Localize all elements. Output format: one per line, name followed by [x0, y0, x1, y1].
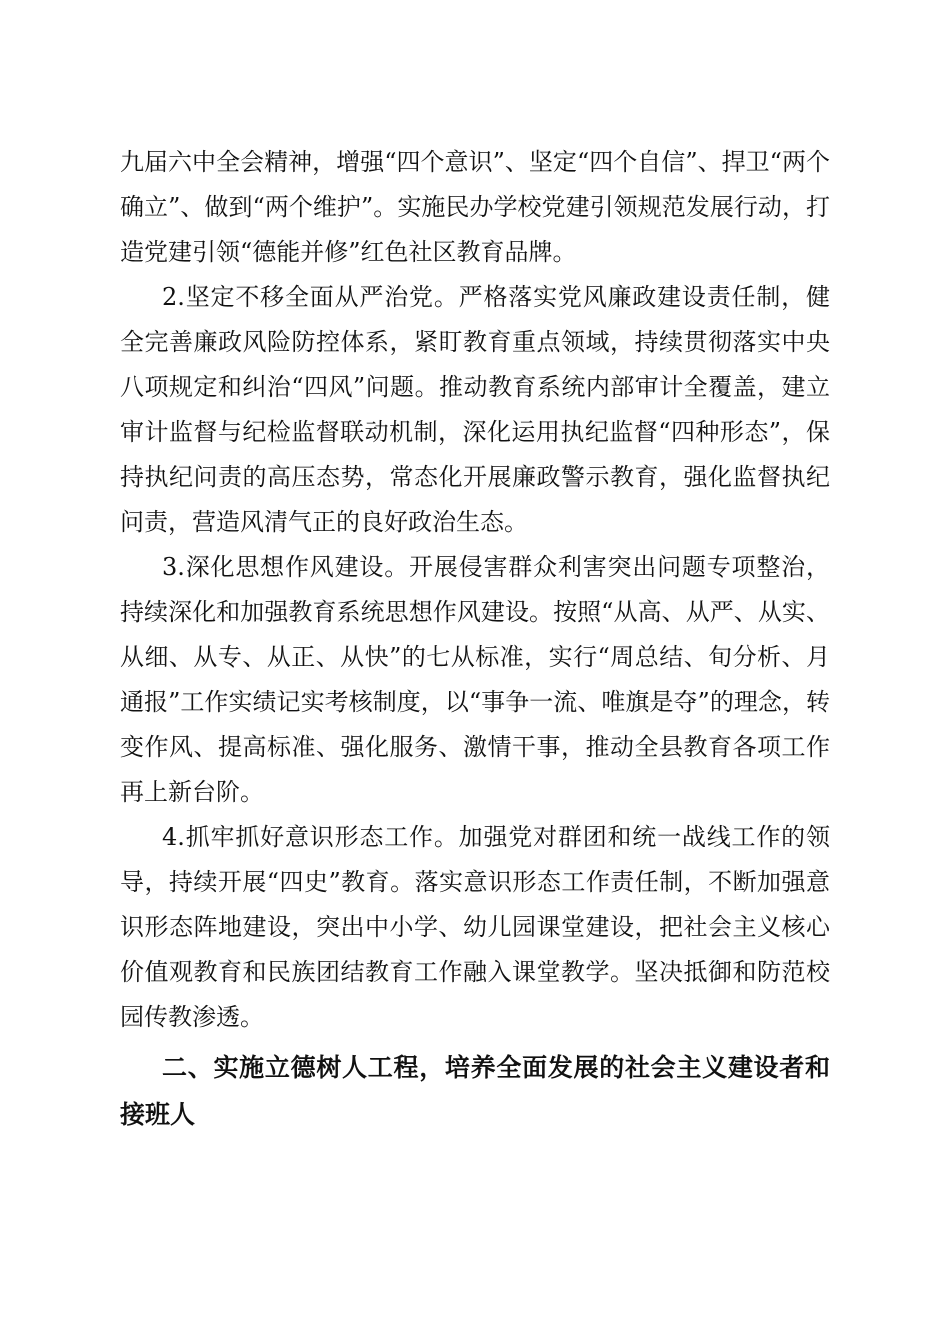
section-heading: 二、实施立德树人工程，培养全面发展的社会主义建设者和接班人	[120, 1053, 830, 1129]
paragraph-item-2: 2.坚定不移全面从严治党。严格落实党风廉政建设责任制，健全完善廉政风险防控体系，紧盯教育重点领域，持续贯彻落实中央八项规定和纠治“四风”问题。推动教育系统内部审计全覆盖，建立审计监督与纪检监督联动机制，深化运用执纪监督“四种形态”，保持执纪问责的高压态势，常态化开展廉政警示教育，强化监督执纪问责，营造风清气正的良好政治生态。	[120, 283, 830, 536]
document-body	[120, 140, 830, 1138]
paragraph-continuation: 九届六中全会精神，增强“四个意识”、坚定“四个自信”、捍卫“两个确立”、做到“两个维护”。实施民办学校党建引领规范发展行动，打造党建引领“德能并修”红色社区教育品牌。	[120, 148, 830, 266]
paragraph-item-3: 3.深化思想作风建设。开展侵害群众利害突出问题专项整治，持续深化和加强教育系统思想作风建设。按照“从高、从严、从实、从细、从专、从正、从快”的七从标准，实行“周总结、旬分析、月通报”工作实绩记实考核制度，以“事争一流、唯旗是夺”的理念，转变作风、提高标准、强化服务、激情干事，推动全县教育各项工作再上新台阶。	[120, 553, 830, 806]
paragraph-item-4: 4.抓牢抓好意识形态工作。加强党对群团和统一战线工作的领导，持续开展“四史”教育。落实意识形态工作责任制，不断加强意识形态阵地建设，突出中小学、幼儿园课堂建设，把社会主义核心价值观教育和民族团结教育工作融入课堂教学。坚决抵御和防范校园传教渗透。	[120, 823, 830, 1031]
